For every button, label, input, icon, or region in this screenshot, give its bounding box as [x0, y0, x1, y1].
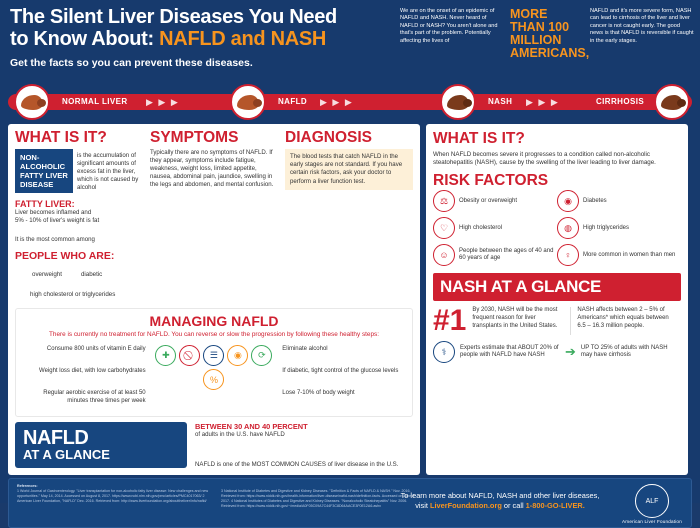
page-title	[10, 6, 370, 69]
risk-factor-label-0: Obesity or overweight	[459, 197, 518, 204]
nash-what-title: WHAT IS IT?	[433, 130, 525, 147]
age-icon: ☺	[433, 244, 455, 266]
managing-nafld-section	[15, 308, 413, 417]
obesity-icon: ⚖	[433, 190, 455, 212]
references-left: 1 World Journal of Gastroenterology. "Liver transplantation for non-alcoholic fatty liver disease: New challenges and new opportunities." May 14, 2014. Accessed on August 8, 2017. https://www.ncbi.nlm.nih.gov/pmc/articles/PMC4017063/ 2 American Liver Foundation, "NAFLD" Dec. 2016. Retrieved from: http://www.liverfoundation.org/abouttheliver/info/nafld/	[17, 489, 209, 504]
symptoms-body: Typically there are no symptoms of NAFLD. If they appear, symptoms include fatigue, weakness, weight loss, limited appetite, nausea, abdominal pain, jaundice, swelling in the legs and abdomen, and mental confusion.	[150, 149, 274, 188]
prevalence-text	[195, 422, 345, 439]
nash-stat-text: By 2030, NASH will be the most frequent reason for liver transplants in the United States.	[472, 307, 558, 329]
footer	[8, 478, 692, 528]
cholesterol-icon: ♡	[433, 217, 455, 239]
liver-icon-nash	[440, 84, 476, 120]
risk-factor-label-3: High triglycerides	[583, 224, 630, 231]
footer-cta	[395, 491, 605, 511]
stage-label-nafld: NAFLD	[278, 97, 308, 106]
risk-factor-label-1: Diabetes	[583, 197, 607, 204]
stage-label-cirrhosis: CIRRHOSIS	[596, 97, 645, 106]
nash-experts-row	[433, 341, 681, 363]
fatty-liver-title: FATTY LIVER:	[15, 199, 75, 209]
managing-step-6: Lose 7-10% of body weight	[282, 390, 355, 397]
cta-phone[interactable]: 1-800-GO-LIVER.	[525, 501, 585, 511]
nash-at-a-glance-title: NASH AT A GLANCE	[433, 273, 681, 301]
nafld-what-is-it	[15, 130, 143, 302]
header	[0, 0, 700, 78]
references-title: References:	[17, 484, 38, 489]
fatty-liver-body: Liver becomes inflamed and 5% - 10% of liver's weight is fat	[15, 209, 100, 224]
nafld-top-columns	[15, 130, 413, 302]
liver-icon-normal	[14, 84, 50, 120]
references-right: 3 National Institute of Diabetes and Digestive and Kidney Diseases. "Definition & Facts of NAFLD & NASH." Nov. 2016. Retrieved from: https://www.niddk.nih.gov/health-information/liver-disease/nafld-nash/definition-facts. Accessed on June 8, 2017. 4 National Institutes of Diabetes and Digestive and Kidney Diseases. "Nonalcoholic Steatohepatitis" Nov. 2006. Retrieved from: https://www.niddk.nih.gov/~/media/A0F05C09A7C44F3C8D64AACE3F0E12A6.ashx	[221, 489, 416, 509]
person-icon-unaffected-6	[299, 442, 310, 458]
risk-factor-cholesterol	[433, 217, 557, 239]
nash-stat-row	[433, 304, 681, 338]
main-content	[8, 124, 692, 475]
cta-line-2: visit LiverFoundation.org or call 1-800-GO-LIVER.	[415, 501, 585, 511]
arrow-icon-1: ▶ ▶ ▶	[146, 97, 180, 107]
diabetes-icon: ◉	[557, 190, 579, 212]
prevalence-row	[195, 422, 413, 439]
people-label-overweight: overweight	[32, 270, 62, 278]
experts-icon: ⚕	[433, 341, 455, 363]
person-icon-cholesterol	[15, 286, 26, 302]
header-intro-left: We are on the onset of an epidemic of NAFLD and NASH. Never heard of NAFLD or NASH? You aren't alone and that's part of the problem. Potentially affecting the lives of	[400, 8, 498, 44]
person-icon-unaffected-3	[260, 442, 271, 458]
liver-icon-cirrhosis	[654, 84, 690, 120]
risk-factor-women	[557, 244, 681, 266]
exercise-icon: ⟳	[251, 345, 272, 366]
managing-steps-left	[21, 343, 150, 412]
managing-lede: There is currently no treatment for NAFLD. You can reverse or slow the progression by following these healthy steps:	[49, 331, 379, 338]
prevalence-headline: BETWEEN 30 AND 40 PERCENT	[195, 422, 308, 432]
no-alcohol-icon	[179, 345, 200, 366]
managing-step-icons	[150, 343, 279, 412]
nash-stat-number: #1	[433, 304, 467, 338]
nafld-diagnosis	[285, 130, 413, 302]
managing-step-3: Regular aerobic exercise of at least 50 minutes three times per week	[43, 390, 146, 404]
managing-title: MANAGING NAFLD	[149, 313, 279, 329]
nash-experts-right: UP TO 25% of adults with NASH may have cirrhosis	[580, 344, 668, 359]
managing-step-5: If diabetic, tight control of the glucose levels	[282, 368, 399, 375]
nafld-definition-text: is the accumulation of significant amounts of excess fat in the liver, which is not caused by alcohol	[77, 152, 139, 191]
person-icon-unaffected-2	[247, 442, 258, 458]
arrow-icon-2: ▶ ▶ ▶	[320, 97, 354, 107]
fatty-liver-icon	[101, 211, 131, 233]
vitamin-icon: ✚	[155, 345, 176, 366]
diagnosis-title: DIAGNOSIS	[285, 129, 372, 146]
nafld-what-title: WHAT IS IT?	[15, 129, 107, 146]
nafld-panel	[8, 124, 420, 475]
stage-label-normal-liver: NORMAL LIVER	[62, 97, 128, 106]
women-icon: ♀	[557, 244, 579, 266]
risk-factor-obesity	[433, 190, 557, 212]
person-icon-unaffected-5	[286, 442, 297, 458]
cta-link[interactable]: LiverFoundation.org	[429, 501, 502, 511]
people-row-overweight	[15, 266, 143, 282]
people-label-diabetic: diabetic	[80, 270, 103, 278]
diagnosis-body: The blood tests that catch NAFLD in the early stages are not standard. If you have certain risk factors, ask your doctor to perform a liver function test.	[285, 149, 413, 190]
risk-factor-age	[433, 244, 557, 266]
nafld-at-a-glance-box	[15, 422, 187, 468]
weight-loss-icon: %	[203, 369, 224, 390]
triglycerides-icon: ◍	[557, 217, 579, 239]
risk-factor-label-2: High cholesterol	[459, 224, 503, 231]
stat-divider	[570, 307, 571, 335]
header-stat-highlight: MORE THAN 100 MILLION AMERICANS,	[510, 7, 590, 60]
arrow-right-icon: ➔	[565, 344, 576, 360]
nash-what-body: When NAFLD becomes severe it progresses to a condition called non-alcoholic steatohepatitis (NASH), cause by the swelling of the liver leading to liver damage.	[433, 151, 656, 167]
person-icon-overweight	[15, 266, 28, 282]
nafld-prevalence-block	[195, 422, 413, 469]
people-label-cholesterol: high cholesterol or triglycerides	[30, 290, 116, 298]
person-icon-unaffected-1	[234, 442, 245, 458]
nafld-glance-line2: AT A GLANCE	[23, 447, 110, 463]
glucose-icon: ◉	[227, 345, 248, 366]
prevalence-figure-row	[195, 442, 413, 458]
managing-step-1: Consume 800 units of vitamin E daily	[46, 346, 146, 353]
risk-factor-triglycerides	[557, 217, 681, 239]
seal-name: American Liver Foundation	[622, 519, 682, 525]
header-intro-right: NAFLD and it's more severe form, NASH can lead to cirrhosis of the liver and liver cancer is not caught early. The good news is that NAFLD is reversible if caught in the early stages.	[590, 8, 694, 44]
symptoms-title: SYMPTOMS	[150, 129, 239, 146]
title-line-1: The Silent Liver Diseases You Need	[10, 6, 337, 28]
people-row-cholesterol	[15, 286, 143, 302]
liver-icon-nafld	[230, 84, 266, 120]
seal-icon: ALF	[635, 484, 669, 518]
prevalence-sub: of adults in the U.S. have NAFLD	[195, 431, 285, 439]
person-icon-affected-2	[208, 442, 219, 458]
fatty-liver-note: It is the most common among	[15, 236, 95, 243]
references-block	[17, 484, 417, 509]
nafld-glance-line1: NAFLD	[23, 427, 89, 450]
managing-steps-grid	[21, 343, 407, 412]
nash-panel	[426, 124, 688, 475]
organization-seal	[621, 484, 683, 524]
stage-label-nash: NASH	[488, 97, 513, 106]
title-accent: NAFLD and NASH	[159, 28, 327, 50]
people-who-are-title: PEOPLE WHO ARE:	[15, 250, 115, 262]
managing-step-2: Weight loss diet, with low carbohydrates	[39, 368, 146, 375]
risk-factor-label-5: More common in women than men	[583, 251, 676, 258]
diet-icon: ☰	[203, 345, 224, 366]
managing-steps-right	[278, 343, 407, 412]
nafld-common-cause-text: NAFLD is one of the MOST COMMON CAUSES of liver disease in the U.S.	[195, 461, 399, 469]
managing-step-4: Eliminate alcohol	[282, 346, 328, 353]
person-icon-diabetic	[66, 266, 77, 282]
person-icon-affected-1	[195, 442, 206, 458]
get-facts-text: Get the facts so you can prevent these diseases.	[10, 57, 253, 69]
nafld-symptoms	[150, 130, 278, 302]
nash-stat-right: NASH affects between 2 – 5% of Americans* which equals between 6.5 – 16.3 million people.	[577, 307, 669, 329]
person-icon-unaffected-7	[312, 442, 323, 458]
disease-progression-bar	[8, 80, 692, 124]
title-line-2: to Know About: NAFLD and NASH	[10, 28, 327, 50]
nafld-definition-box: NON-ALCOHOLIC FATTY LIVER DISEASE	[15, 149, 73, 193]
risk-factor-diabetes	[557, 190, 681, 212]
nash-experts-text: Experts estimate that ABOUT 20% of people with NAFLD have NASH	[460, 344, 559, 359]
person-icon-affected-3	[221, 442, 232, 458]
arrow-icon-3: ▶ ▶ ▶	[526, 97, 560, 107]
person-icon-unaffected-4	[273, 442, 284, 458]
risk-factors-title: RISK FACTORS	[433, 172, 549, 190]
cta-line-1: To learn more about NAFLD, NASH and other liver diseases,	[400, 491, 600, 501]
risk-factor-label-4: People between the ages of 40 and 60 years of age	[459, 247, 554, 262]
risk-factors-grid	[433, 190, 681, 271]
